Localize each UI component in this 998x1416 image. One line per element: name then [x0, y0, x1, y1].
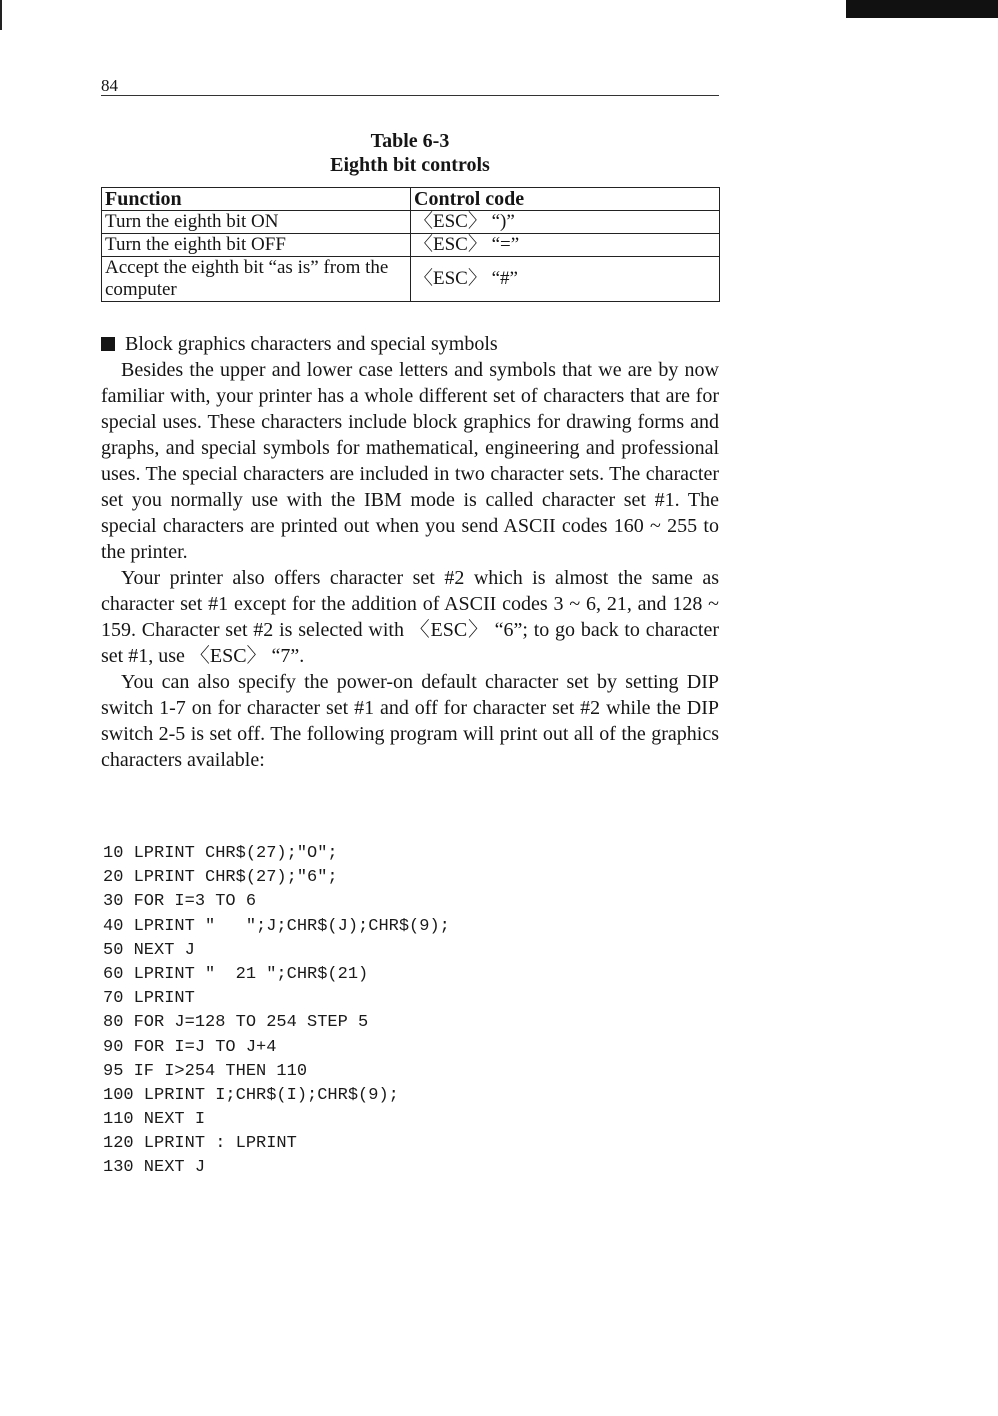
eighth-bit-controls-table [101, 187, 720, 302]
page-number: 84 [101, 76, 118, 95]
code-line: 50 NEXT J [103, 940, 195, 960]
code-line: 80 FOR J=128 TO 254 STEP 5 [103, 1013, 369, 1033]
section-heading-text: Block graphics characters and special symbols [125, 333, 498, 355]
code-line: 40 LPRINT " ";J;CHR$(J);CHR$(9); [103, 916, 450, 936]
body-text [101, 357, 719, 773]
paragraph: Besides the upper and lower case letters and symbols that we are by now familiar with, your printer has a whole different set of characters that are for special uses. These characters include block graphics for drawing forms and graphs, and special symbols for mathematical, engineering and professional uses. The special characters are included in two character sets. The character set you normally use with the IBM mode is called character set #1. The special characters are printed out when you send ASCII codes 160 ~ 255 to the printer. [101, 359, 719, 563]
paragraph: You can also specify the power-on default character set by setting DIP switch 1-7 on for character set #1 and off for character set #2 while the DIP switch 2-5 is set off. The following program will print out all of the graphics characters available: [101, 671, 719, 771]
code-line: 100 LPRINT I;CHR$(I);CHR$(9); [103, 1085, 399, 1105]
paragraph: Your printer also offers character set #2 which is almost the same as character set #1 except for the addition of ASCII codes 3 ~ 6, 21, and 128 ~ 159. Character set #2 is selected with 〈ESC〉 “6”; to go back to character set #1, use 〈ESC〉 “7”. [101, 567, 719, 667]
code-line: 30 FOR I=3 TO 6 [103, 892, 257, 912]
code-line: 90 FOR I=J TO J+4 [103, 1037, 277, 1057]
function-cell: Turn the eighth bit ON [102, 211, 411, 234]
section-heading [101, 333, 498, 356]
code-line: 70 LPRINT [103, 989, 195, 1009]
code-line: 120 LPRINT : LPRINT [103, 1134, 297, 1154]
function-cell: Accept the eighth bit “as is” from the computer [102, 257, 411, 302]
table-row [102, 211, 720, 234]
function-cell: Turn the eighth bit OFF [102, 234, 411, 257]
control-code-cell: 〈ESC〉 “=” [411, 234, 720, 257]
code-line: 60 LPRINT " 21 ";CHR$(21) [103, 964, 369, 984]
table-header-row [102, 188, 720, 211]
square-bullet-icon [101, 337, 115, 351]
header-function: Function [102, 188, 411, 211]
code-line: 130 NEXT J [103, 1158, 206, 1178]
control-code-cell: 〈ESC〉 “#” [411, 257, 720, 302]
scan-edge-mark [846, 0, 998, 18]
header-control-code: Control code [411, 188, 720, 211]
control-code-cell: 〈ESC〉 “)” [411, 211, 720, 234]
table-row [102, 234, 720, 257]
header-rule [101, 95, 719, 96]
table-subtitle: Eighth bit controls [330, 154, 490, 176]
code-line: 20 LPRINT CHR$(27);"6"; [103, 868, 338, 888]
code-line: 10 LPRINT CHR$(27);"O"; [103, 844, 338, 863]
basic-program-listing [103, 842, 450, 1181]
table-title: Table 6-3 [370, 130, 450, 152]
scan-margin-mark [0, 0, 2, 30]
code-line: 110 NEXT I [103, 1110, 206, 1130]
code-line: 95 IF I>254 THEN 110 [103, 1061, 308, 1081]
table-row [102, 257, 720, 302]
